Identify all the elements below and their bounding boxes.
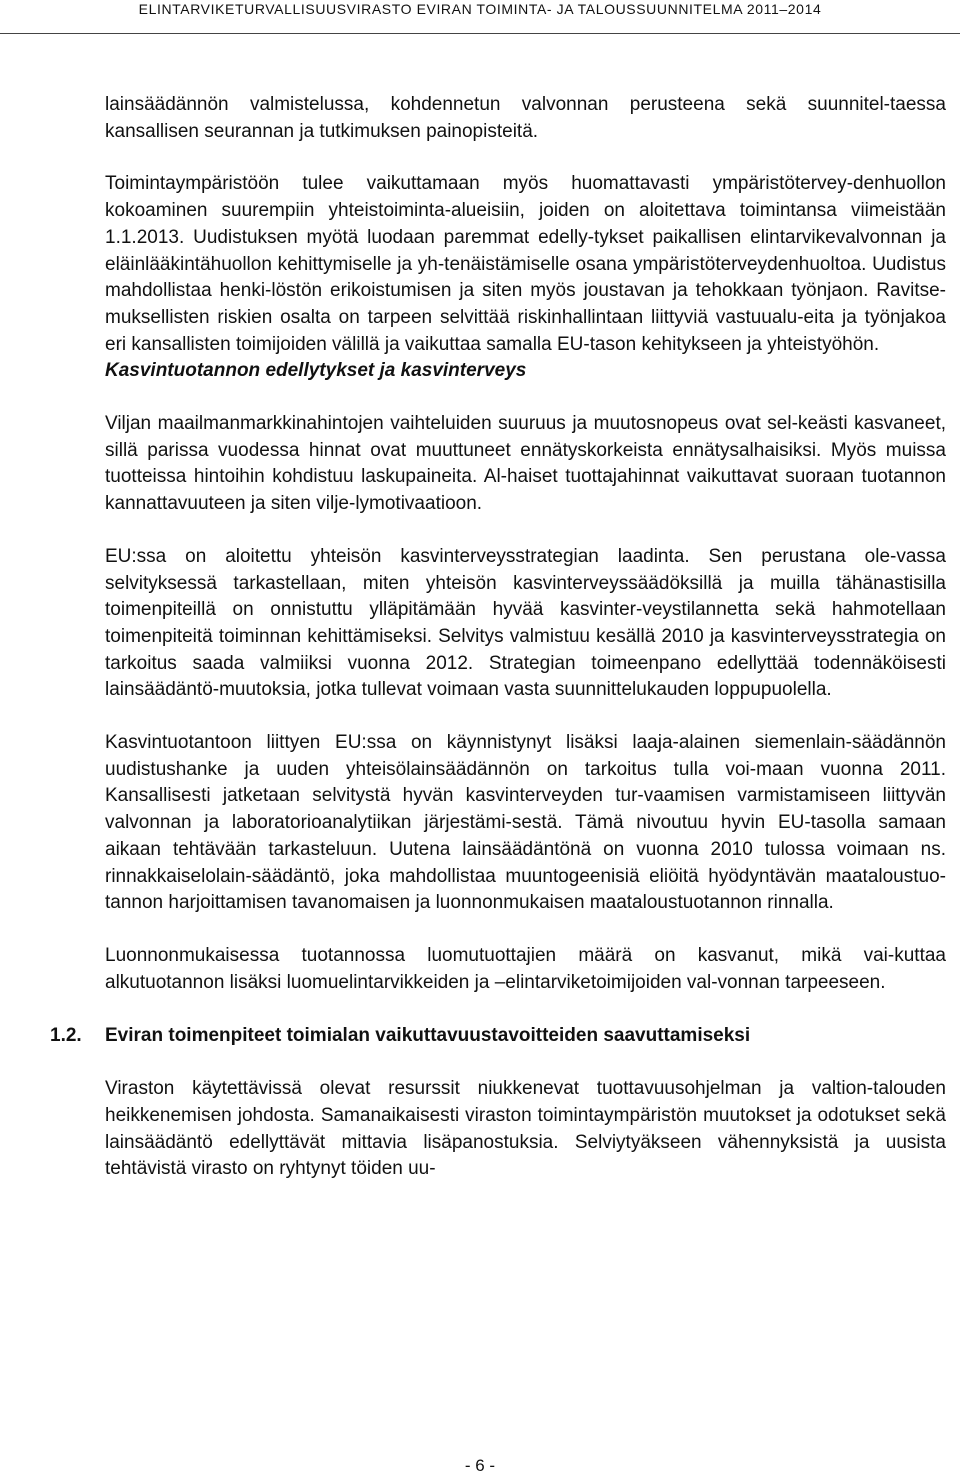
paragraph-4: EU:ssa on aloitettu yhteisön kasvinterveysstrategian laadinta. Sen perustana ole-vassa selvityksessä tarkastellaan, miten yhteisön kasvinterveyssäädöksillä ja muilla tähänastisilla toimenpiteillä on onnistuttu ylläpitämään hyvää kasvinter-veystilannetta sekä hahmotellaan toimenpiteitä toiminnan kehittämiseksi. Selvitys valmistuu kesällä 2010 ja kasvinterveysstrategia on tarkoitus saada valmiiksi vuonna 2012. Strategian toimeenpano edellyttää todennäköisesti lainsäädäntö-muutoksia, jotka tullevat voimaan vasta suunnittelukauden loppupuolella.: [105, 545, 946, 701]
paragraph-1: lainsäädännön valmistelussa, kohdennetun valvonnan perusteena sekä suunnitel-taessa kansallisen seurannan ja tutkimuksen painopisteitä.: [105, 94, 946, 142]
subheading-kasvintuotanto: Kasvintuotannon edellytykset ja kasvinterveys: [105, 360, 527, 382]
running-header: ELINTARVIKETURVALLISUUSVIRASTO EVIRAN TOIMINTA- JA TALOUSSUUNNITELMA 2011–2014: [0, 0, 960, 34]
section-title: Eviran toimenpiteet toimialan vaikuttavuustavoitteiden saavuttamiseksi: [105, 1025, 751, 1047]
paragraph-7: Viraston käytettävissä olevat resurssit niukkenevat tuottavuusohjelman ja valtion-talouden heikkenemisen johdosta. Samanaikaisesti viraston toimintaympäristön muutokset ja odotukset sekä lainsäädäntö edellyttävät mittavia lisäpanostuksia. Selviytyäkseen vähennyksistä ja uusista tehtävistä virasto on ryhtynyt töiden uu-: [105, 1078, 946, 1180]
paragraph-3: Viljan maailmanmarkkinahintojen vaihteluiden suuruus ja muutosnopeus ovat sel-keästi kasvaneet, sillä parissa vuodessa hinnat ovat muuttuneet ennätyskorkeista ennätysalhaisiksi. Myös muissa tuotteissa hintoihin kohdistuu laskupaineita. Al-haiset tuottajahinnat vaikuttavat suoraan tuotannon kannattavuuteen ja siten vilje-lymotivaatioon.: [105, 413, 946, 515]
paragraph-6: Luonnonmukaisessa tuotannossa luomutuottajien määrä on kasvanut, mikä vai-kuttaa alkutuotannon lisäksi luomuelintarvikkeiden ja –elintarviketoimijoiden val-vonnan tarpeeseen.: [105, 944, 946, 993]
section-number: 1.2.: [50, 1025, 82, 1047]
paragraph-5: Kasvintuotantoon liittyen EU:ssa on käynnistynyt lisäksi laaja-alainen siemenlain-säädännön uudistushanke ja uuden yhteisölainsäädännön on tarkoitus tulla voi-maan vuonna 2011. Kansallisesti jatketaan selvitystä hyvän kasvinterveyden tur-vaamisen varmistamiseen liittyvän valvonnan ja laboratorioanalytiikan järjestämi-sestä. Tämä nivoutuu hyvin EU-tasolla samaan aikaan tehtävään tarkasteluun. Uutena lainsäädäntönä on vuonna 2010 tulossa voimaan ns. rinnakkaiselolain-säädäntö, joka mahdollistaa muuntogeenisiä eliöitä hyödyntävän maataloustuo-tannon harjoittamisen tavanomaisen ja luonnonmukaisen maataloustuotannon rinnalla.: [105, 732, 946, 914]
page-number: - 6 -: [464, 1456, 496, 1475]
paragraph-2: Toimintaympäristöön tulee vaikuttamaan myös huomattavasti ympäristötervey-denhuollon kokoaminen suurempiin yhteistoiminta-alueisiin, joiden on aloitettava toimintansa viimeistään 1.1.2013. Uudistuksen myötä luodaan paremmat edelly-tykset paikallisen elintarvikevalvonnan ja eläinlääkintähuollon kehittymiselle ja yh-tenäistämiselle osana ympäristöterveydenhuoltoa. Uudistus mahdollistaa henki-löstön erikoistumisen ja siten myös joustavan ja tehokkaan työnjaon. Ravitse-muksellisten riskien osalta on tarpeen selvittää riskinhallintaan liittyviä vastuualu-eita ja työnjakoa eri kansallisten toimijoiden välillä ja vaikuttaa samalla EU-tason kehitykseen ja yhteistyöhön.: [105, 173, 946, 355]
document-body: [50, 92, 946, 1183]
section-heading: [50, 1023, 946, 1050]
